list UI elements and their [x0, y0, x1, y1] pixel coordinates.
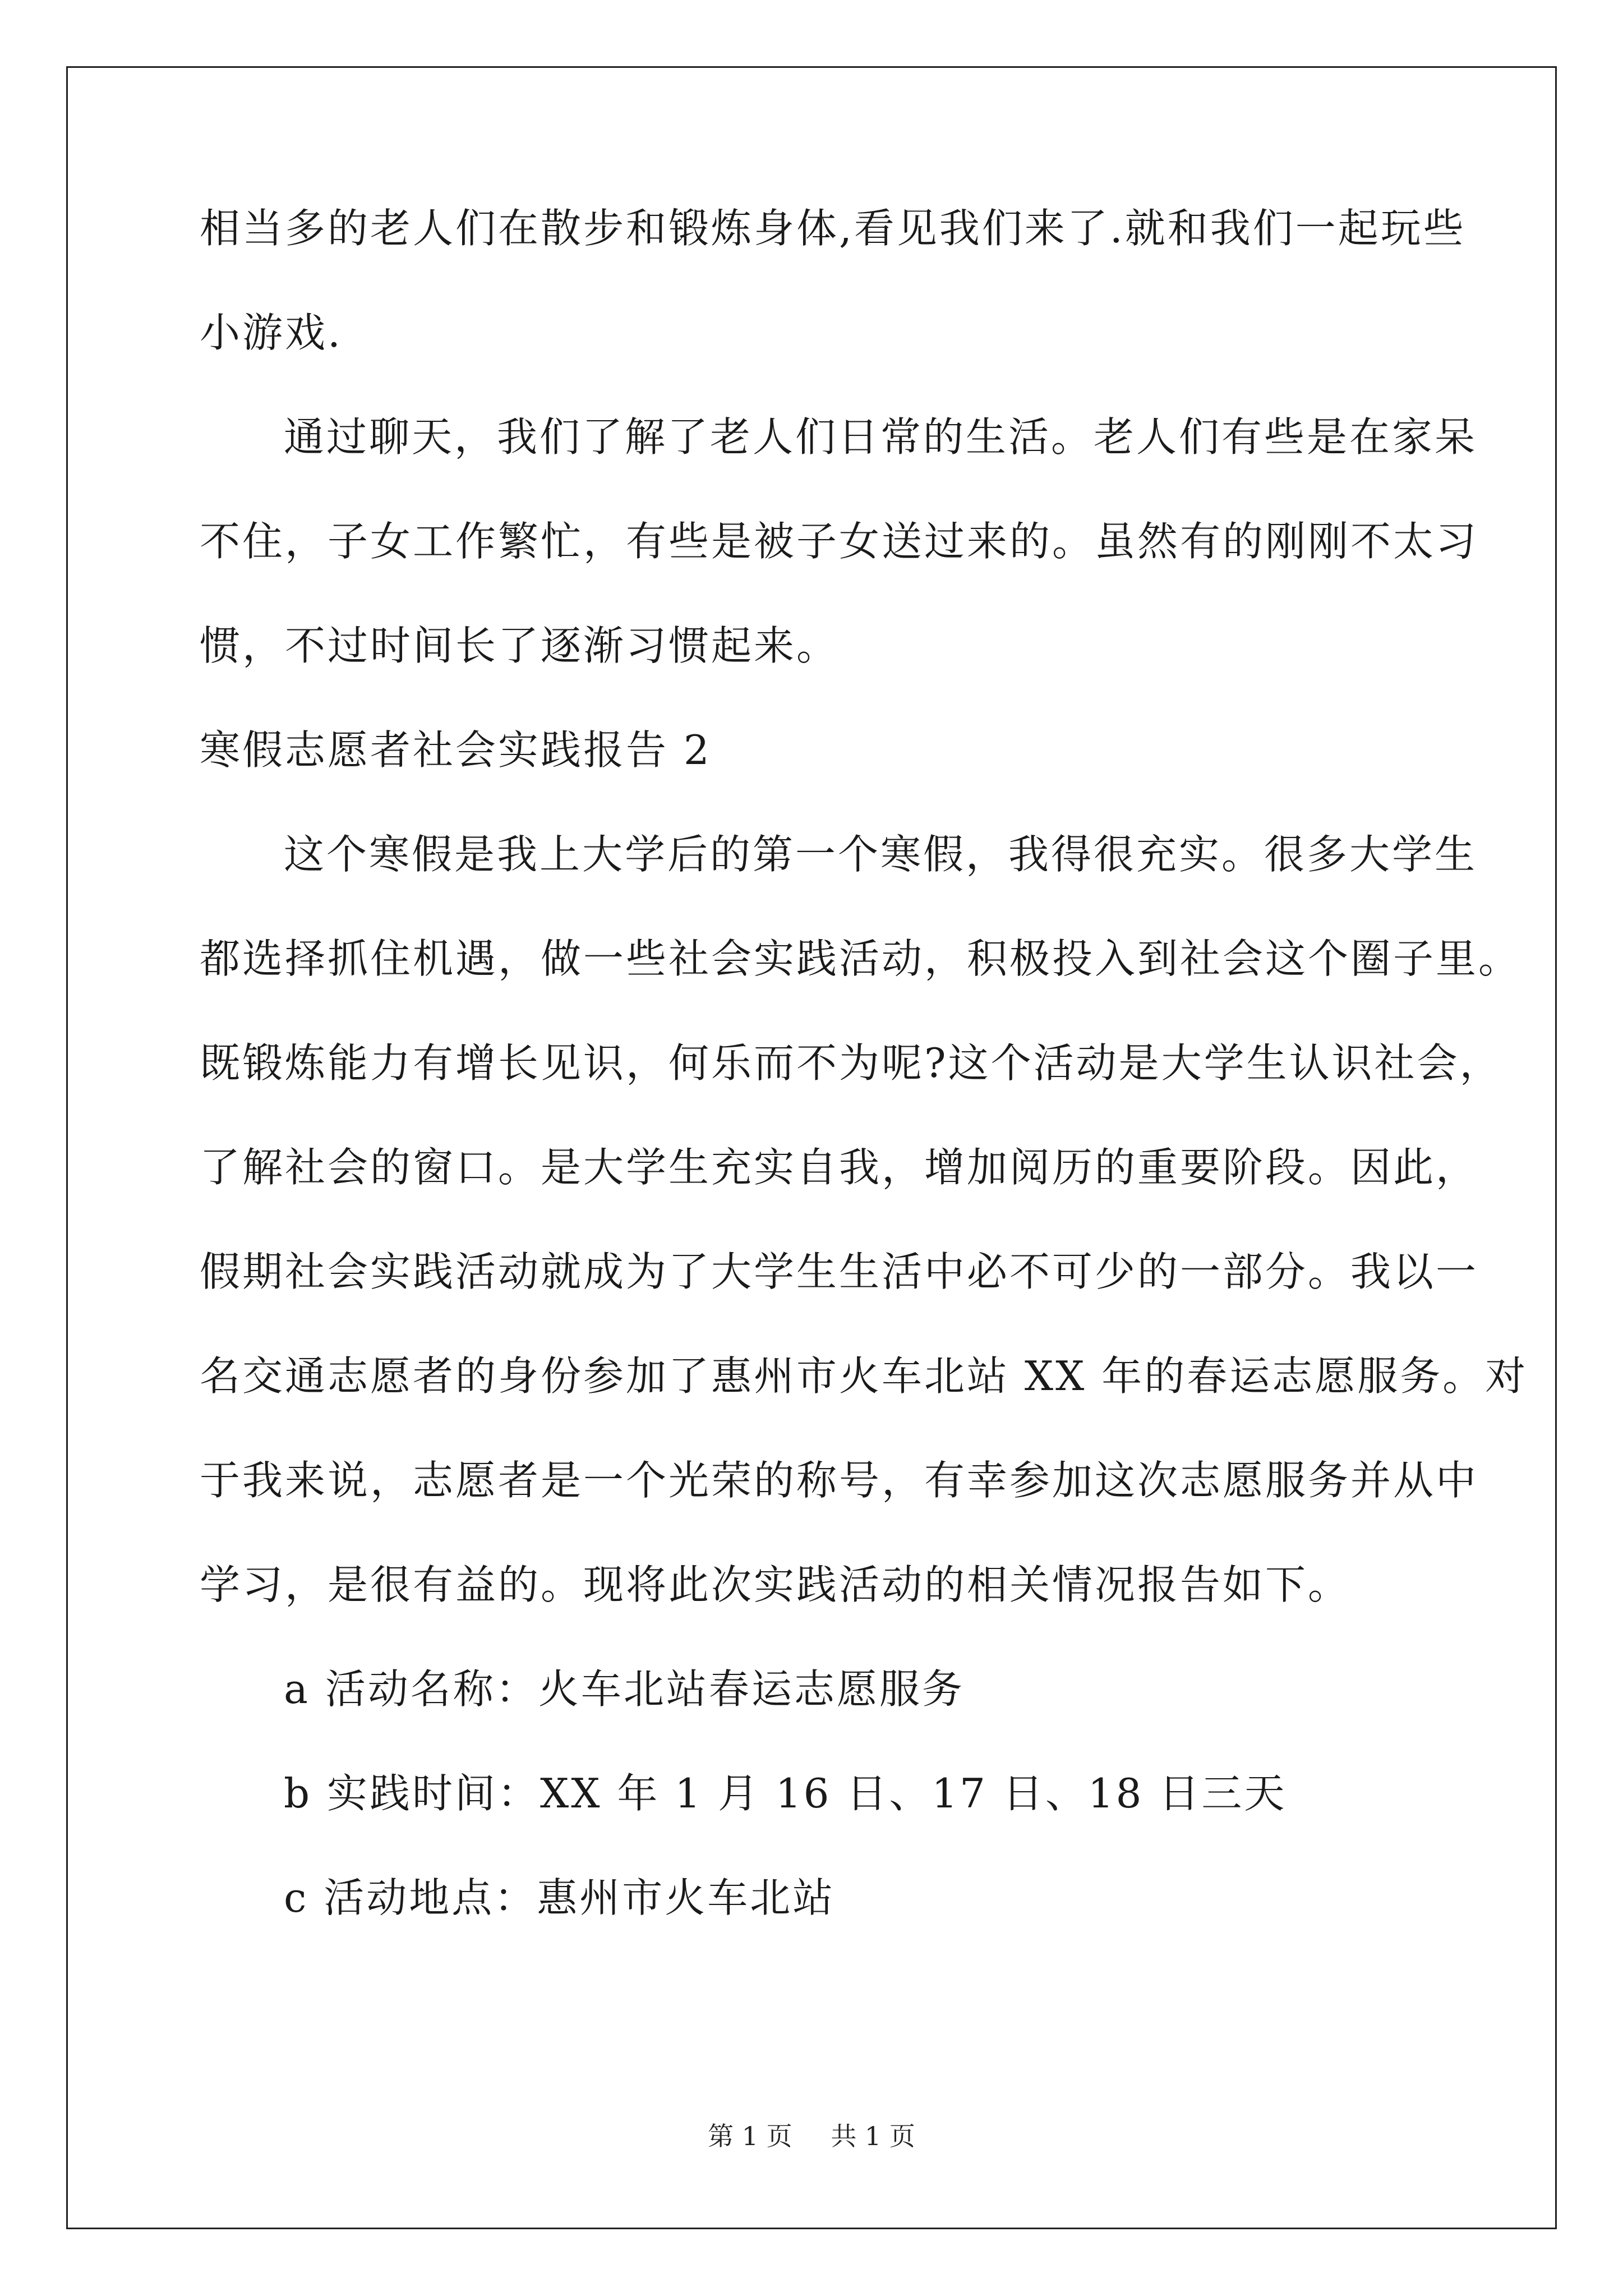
paragraph-line: 相当多的老人们在散步和锻炼身体,看见我们来了.就和我们一起玩些 [200, 205, 1466, 252]
activity-name-item [200, 1663, 1433, 1715]
total-pages: 共 1 页 [831, 2121, 915, 2151]
paragraph-line: 学习，是很有益的。现将此次实践活动的相关情况报告如下。 [200, 1561, 1351, 1608]
paragraph-line: 惯，不过时间长了逐渐习惯起来。 [200, 622, 840, 669]
paragraph-2 [200, 411, 1479, 672]
paragraph-line: 假期社会实践活动就成为了大学生生活中必不可少的一部分。我以一 [200, 1248, 1479, 1295]
paragraph-line: 名交通志愿者的身份参加了惠州市火车北站 XX 年的春运志愿服务。对 [200, 1352, 1528, 1400]
page-footer [0, 2120, 1623, 2152]
list-item: a 活动名称：火车北站春运志愿服务 [284, 1665, 965, 1713]
paragraph-line: 于我来说，志愿者是一个光荣的称号，有幸参加这次志愿服务并从中 [200, 1457, 1479, 1504]
section-title: 寒假志愿者社会实践报告 2 [200, 726, 712, 774]
paragraph-1 [200, 202, 1466, 359]
paragraph-line: 既锻炼能力有增长见识，何乐而不为呢?这个活动是大学生认识社会， [200, 1039, 1502, 1087]
paragraph-line: 都选择抓住机遇，做一些社会实践活动，积极投入到社会这个圈子里。 [200, 935, 1521, 982]
document-body [200, 202, 1528, 1976]
paragraph-line: 通过聊天，我们了解了老人们日常的生活。老人们有些是在家呆 [284, 413, 1478, 461]
paragraph-line: 这个寒假是我上大学后的第一个寒假，我得很充实。很多大学生 [284, 831, 1478, 878]
paragraph-line: 小游戏. [200, 309, 343, 356]
paragraph-3 [200, 828, 1528, 1611]
paragraph-line: 了解社会的窗口。是大学生充实自我，增加阅历的重要阶段。因此， [200, 1144, 1479, 1191]
practice-time-item [200, 1767, 1433, 1820]
list-item: c 活动地点：惠州市火车北站 [284, 1874, 836, 1921]
list-item: b 实践时间：XX 年 1 月 16 日、17 日、18 日三天 [284, 1770, 1287, 1817]
page-number: 第 1 页 [708, 2121, 792, 2151]
activity-location-item [200, 1871, 1433, 1924]
paragraph-line: 不住，子女工作繁忙，有些是被子女送过来的。虽然有的刚刚不太习 [200, 518, 1479, 565]
